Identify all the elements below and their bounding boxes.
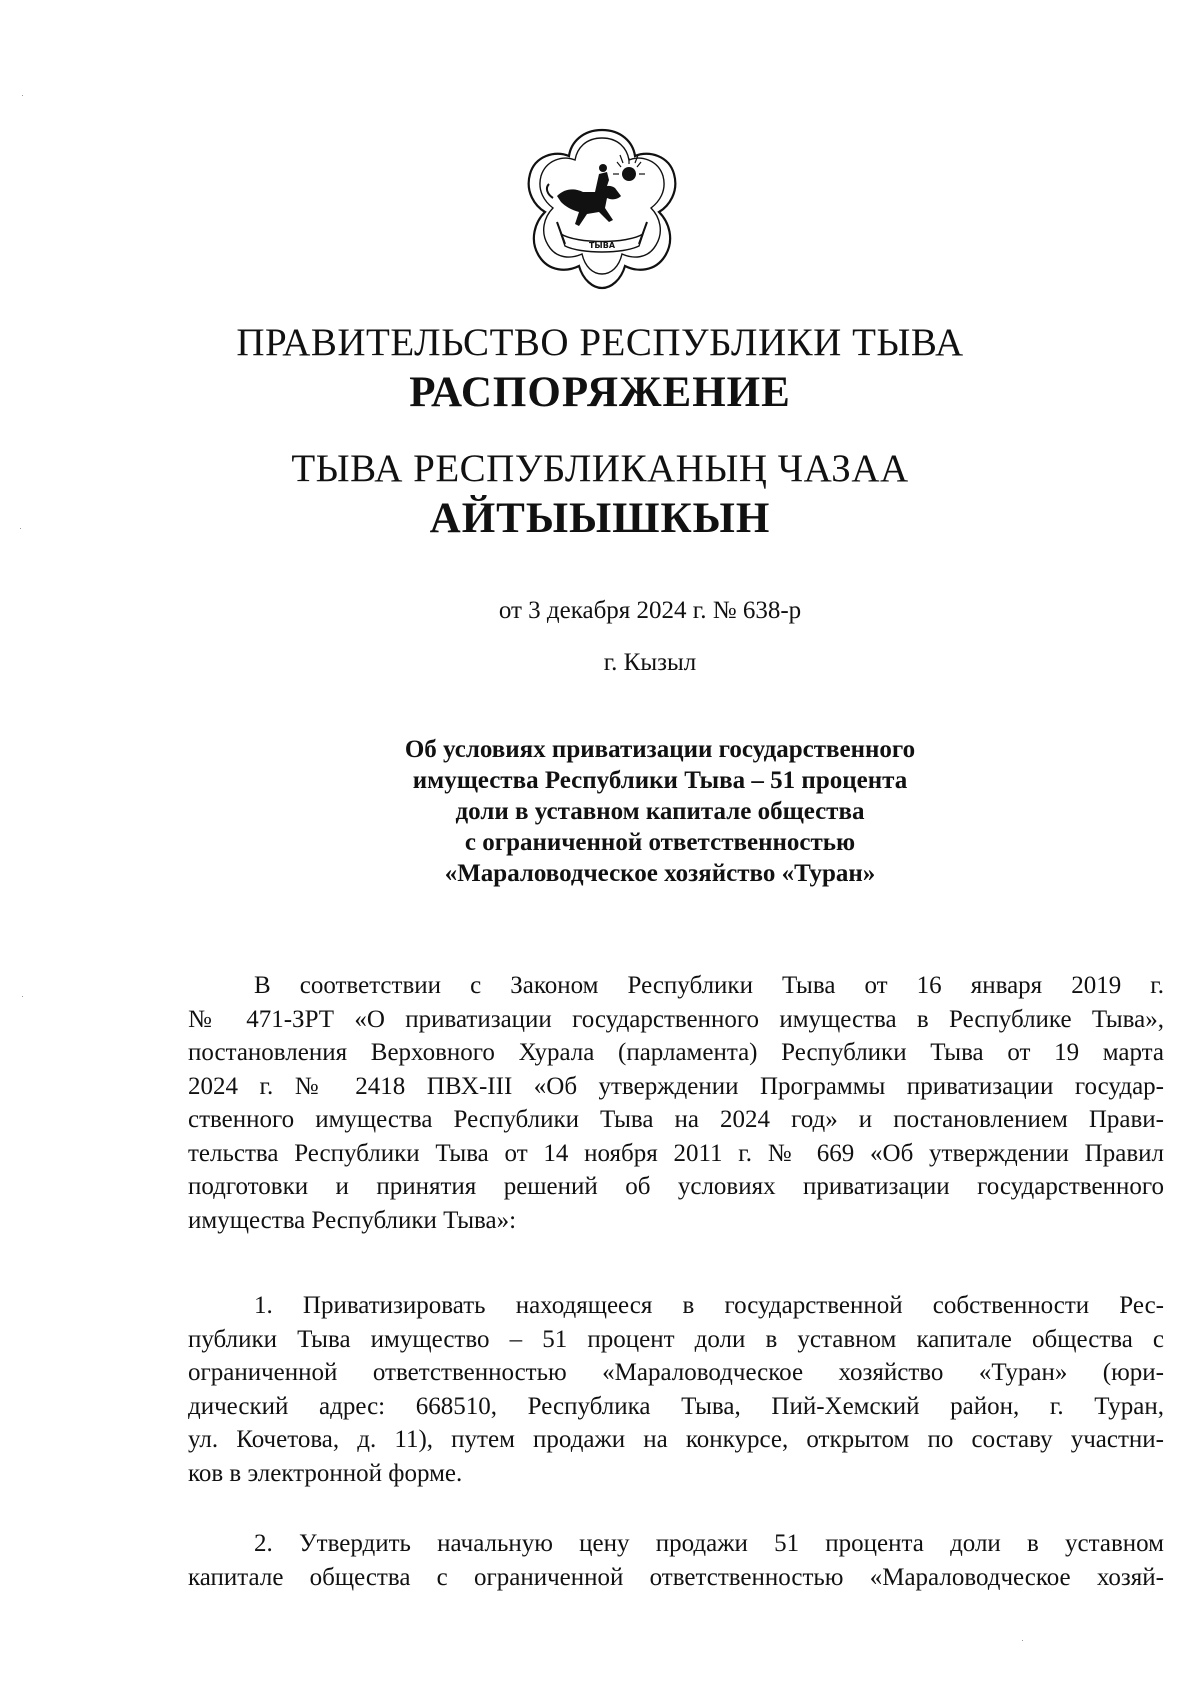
text-line: ков в электронной форме.	[188, 1459, 463, 1487]
text-line: 2. Утвердить начальную цену продажи 51 процента доли в уставном	[254, 1530, 1164, 1557]
item-2-paragraph	[188, 1527, 1164, 1594]
text-line: подготовки и принятия решений об условиях приватизации государственного	[188, 1173, 1164, 1200]
text-line: капитале общества с ограниченной ответственностью «Мараловодческое хозяй-	[188, 1563, 1164, 1591]
emblem-label: ТЫВА	[588, 241, 616, 250]
text-line: ограниченной ответственностью «Мараловодческое хозяйство «Туран» (юри-	[188, 1359, 1164, 1386]
scan-speck	[22, 996, 23, 997]
text-line: публики Тыва имущество – 51 процент доли в уставном капитале общества с	[188, 1325, 1164, 1353]
text-line: дический адрес: 668510, Республика Тыва, Пий-Хемский район, г. Туран,	[188, 1392, 1164, 1420]
document-city: г. Кызыл	[603, 649, 697, 676]
text-line: 1. Приватизировать находящееся в государственной собственности Рес-	[254, 1292, 1164, 1319]
text-line: ственного имущества Республики Тыва на 2024 год» и постановлением Прави-	[188, 1106, 1164, 1133]
preamble-paragraph	[188, 969, 1164, 1237]
item-1-paragraph	[188, 1289, 1164, 1490]
title-line: Об условиях приватизации государственного	[404, 736, 916, 763]
tuva-emblem-icon	[517, 122, 687, 292]
document-title	[290, 734, 1030, 889]
text-line: 2024 г. № 2418 ПВХ-III «Об утверждении Программы приватизации государ-	[188, 1072, 1164, 1100]
scan-speck	[20, 528, 21, 529]
text-line: ул. Кочетова, д. 11), путем продажи на конкурсе, открытом по составу участни-	[188, 1426, 1164, 1453]
document-type-tuvan: АЙТЫЫШКЫН	[429, 495, 771, 542]
text-line: имущества Республики Тыва»:	[188, 1206, 517, 1234]
government-name: ПРАВИТЕЛЬСТВО РЕСПУБЛИКИ ТЫВА	[236, 321, 964, 364]
text-line: тельства Республики Тыва от 14 ноября 2011 г. № 669 «Об утверждении Правил	[188, 1139, 1164, 1167]
title-line: «Мараловодческое хозяйство «Туран»	[444, 860, 876, 887]
title-line: доли в уставном капитале общества	[455, 798, 865, 825]
text-line: № 471-ЗРТ «О приватизации государственного имущества в Республике Тыва»,	[188, 1005, 1164, 1033]
government-name-tuvan: ТЫВА РЕСПУБЛИКАНЫҢ ЧАЗАА	[291, 447, 909, 490]
title-line: с ограниченной ответственностью	[464, 829, 856, 856]
document-type: РАСПОРЯЖЕНИЕ	[409, 369, 791, 416]
text-line: постановления Верховного Хурала (парламента) Республики Тыва от 19 марта	[188, 1039, 1164, 1066]
scan-speck	[1022, 1640, 1023, 1641]
title-line: имущества Республики Тыва – 51 процента	[412, 767, 908, 794]
text-line: В соответствии с Законом Республики Тыва от 16 января 2019 г.	[254, 972, 1164, 999]
document-date-number: от 3 декабря 2024 г. № 638-р	[498, 597, 802, 624]
scan-speck	[22, 95, 23, 96]
